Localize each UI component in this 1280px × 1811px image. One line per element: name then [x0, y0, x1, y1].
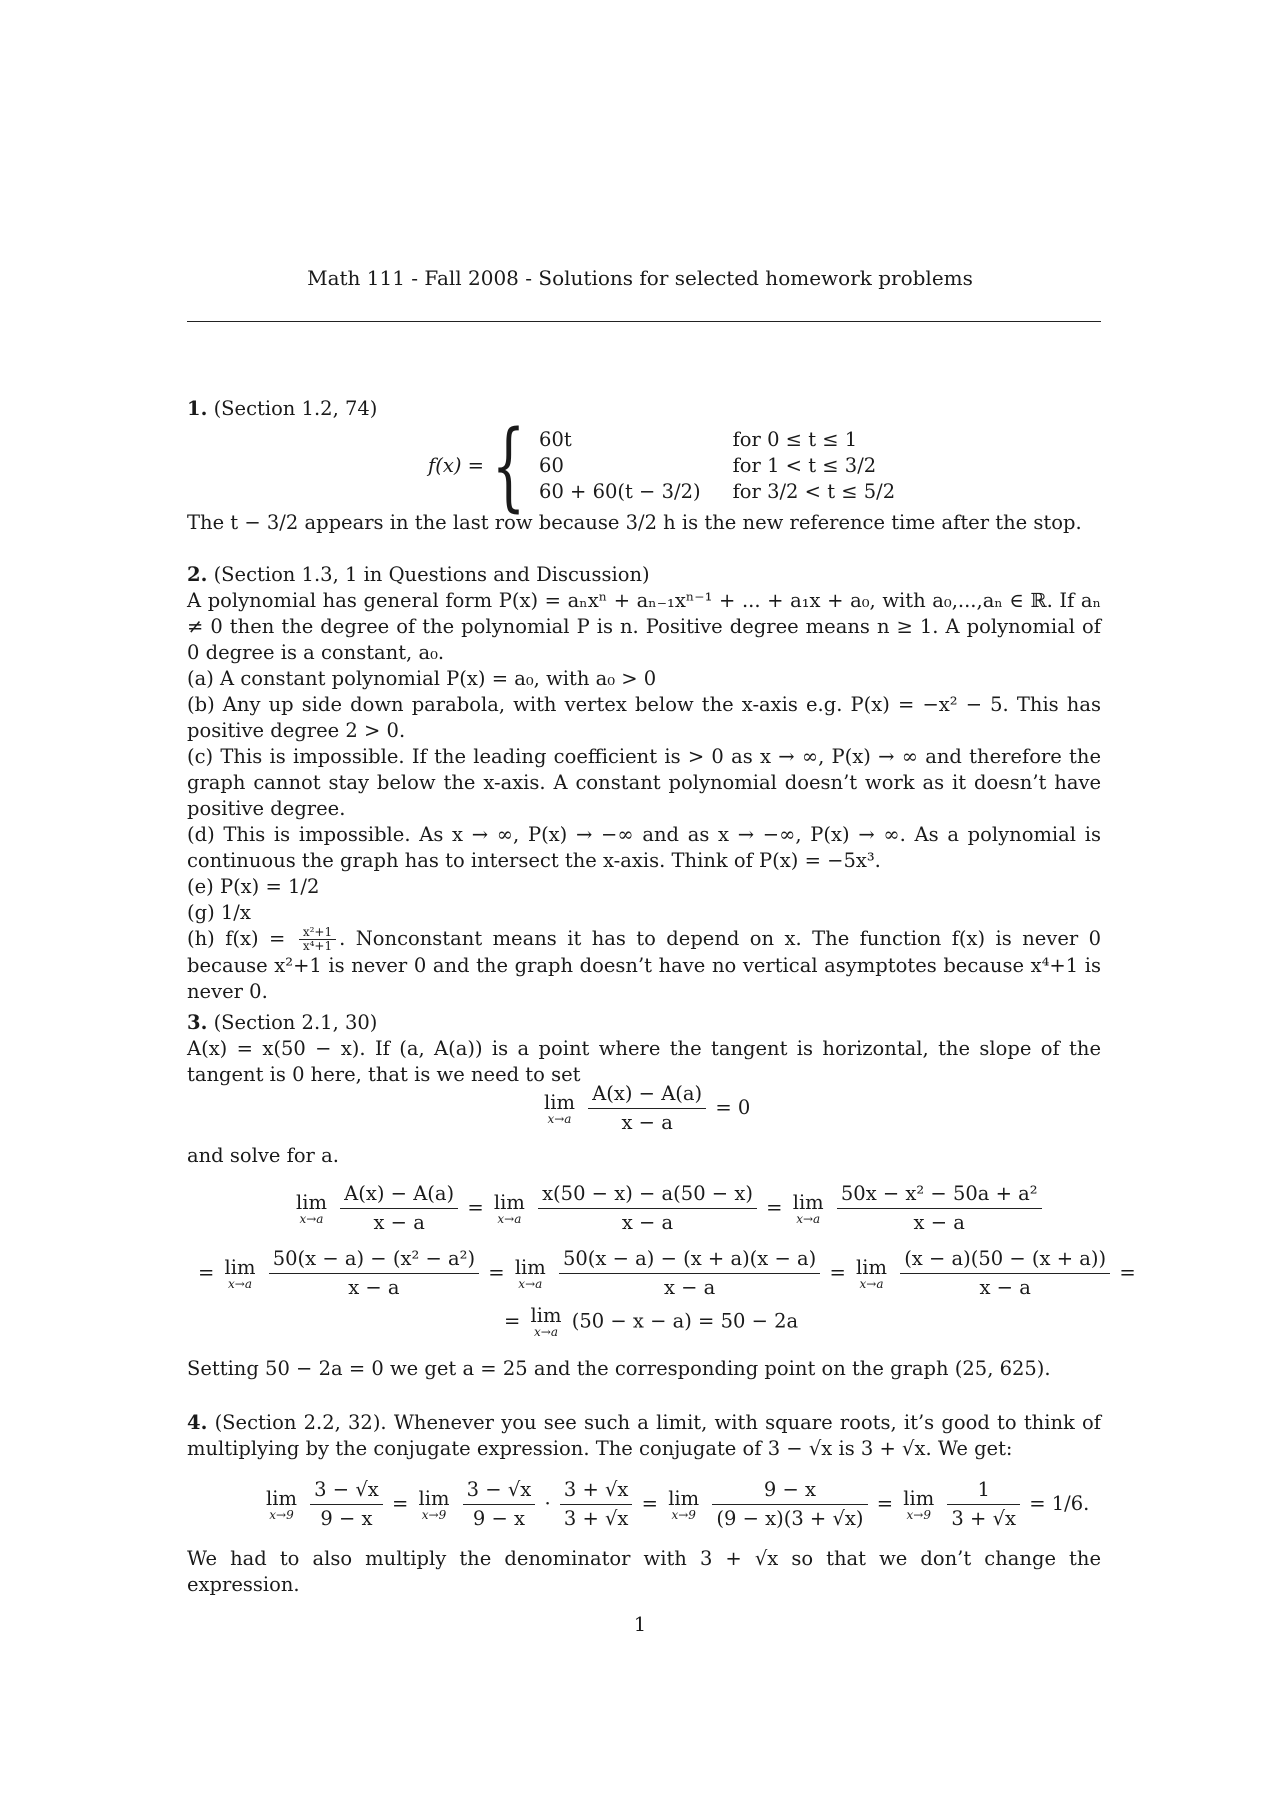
answer-d: (d) This is impossible. As x → ∞, P(x) → −∞ and as x → −∞, P(x) → ∞. As a polynomial is continuous the graph has to intersect the x-axis. Think of P(x) = −5x³.	[187, 823, 1101, 872]
h-fraction	[299, 926, 336, 953]
problem-title: (Section 2.2, 32).	[214, 1411, 387, 1434]
limit-derivation-line-1	[292, 1180, 1045, 1237]
lim-text: lim	[514, 1255, 546, 1279]
limit-operator	[903, 1486, 935, 1522]
numerator: x(50 − x) − a(50 − x)	[538, 1180, 757, 1209]
math-symbol: =	[198, 1261, 215, 1284]
piece-cond: for 0 ≤ t ≤ 1	[732, 428, 858, 451]
limit-operator	[856, 1255, 887, 1291]
answer-c: (c) This is impossible. If the leading coefficient is > 0 as x → ∞, P(x) → ∞ and therefore the graph cannot stay below the x-axis. A constant polynomial doesn’t work as it doesn’t have positive degree.	[187, 745, 1101, 820]
numerator: 50(x − a) − (x + a)(x − a)	[559, 1245, 820, 1274]
page-number: 1	[633, 1613, 647, 1636]
problem-2-intro: A polynomial has general form P(x) = aₙxⁿ + aₙ₋₁xⁿ⁻¹ + ... + a₁x + a₀, with a₀,...,aₙ ∈ ℝ. If aₙ ≠ 0 then the degree of the polynomial P is n. Positive degree means n ≥ 1. A polynomial of 0 degree is a constant, a₀.	[187, 589, 1101, 664]
math-symbol: =	[766, 1196, 783, 1219]
problem-title: (Section 2.1, 30)	[213, 1011, 378, 1034]
math-symbol: =	[488, 1261, 505, 1284]
lim-subscript: x→a	[518, 1276, 543, 1291]
limit-operator	[296, 1190, 327, 1226]
denominator: x − a	[348, 1276, 400, 1299]
piecewise-row	[533, 453, 901, 479]
problem-4-intro: Whenever you see such a limit, with square roots, it’s good to think of multiplying by the conjugate expression. The conjugate of 3 − √x is 3 + √x. We get:	[187, 1411, 1102, 1460]
fraction	[947, 1476, 1020, 1533]
problem-number: 4.	[187, 1411, 208, 1434]
limit-operator	[266, 1486, 297, 1522]
piece-cond: for 3/2 < t ≤ 5/2	[732, 480, 896, 503]
fraction	[559, 1245, 820, 1302]
limit-operator	[224, 1255, 256, 1291]
math-symbol: = 1/6.	[1029, 1492, 1090, 1515]
lim-subscript: x→a	[534, 1325, 559, 1339]
fraction	[340, 1180, 458, 1237]
numerator: (x − a)(50 − (x + a))	[900, 1245, 1110, 1274]
answer-b: (b) Any up side down parabola, with vertex below the x-axis e.g. P(x) = −x² − 5. This has positive degree 2 > 0.	[187, 693, 1101, 742]
limit-operator	[531, 1306, 562, 1338]
math-symbol: =	[641, 1492, 658, 1515]
math-symbol: =	[504, 1309, 521, 1333]
piece-expr: 60 + 60(t − 3/2)	[539, 480, 701, 503]
numerator: 3 + √x	[560, 1476, 633, 1505]
answer-e: (e) P(x) = 1/2	[187, 875, 320, 898]
problem-1-text: The t − 3/2 appears in the last row because 3/2 h is the new reference time after the stop.	[187, 511, 1082, 534]
lim-subscript: x→9	[269, 1507, 294, 1522]
fraction	[269, 1245, 479, 1302]
lim-subscript: x→9	[671, 1507, 696, 1522]
piecewise-lhs: f(x) =	[428, 454, 484, 477]
denominator: 3 + √x	[951, 1507, 1016, 1530]
left-brace: {	[491, 410, 526, 522]
numerator: 50(x − a) − (x² − a²)	[269, 1245, 479, 1274]
problem-title: (Section 1.2, 74)	[213, 397, 378, 420]
problem-3-conclusion: Setting 50 − 2a = 0 we get a = 25 and the corresponding point on the graph (25, 625).	[187, 1357, 1051, 1380]
math-symbol: =	[876, 1492, 894, 1515]
answer-g: (g) 1/x	[187, 901, 251, 924]
denominator: x − a	[979, 1276, 1031, 1299]
fraction	[588, 1080, 706, 1137]
conjugate-derivation	[262, 1476, 1089, 1533]
limit-operator	[544, 1090, 575, 1126]
problem-title: (Section 1.3, 1 in Questions and Discussion)	[213, 563, 650, 586]
math-symbol: =	[829, 1261, 846, 1284]
problem-2	[187, 562, 1101, 1005]
math-symbol: (50 − x − a) = 50 − 2a	[571, 1309, 799, 1333]
limit-operator	[792, 1190, 824, 1226]
denominator: (9 − x)(3 + √x)	[716, 1507, 864, 1530]
denominator: x − a	[913, 1211, 965, 1234]
limit-operator	[418, 1486, 450, 1522]
problem-4-text: We had to also multiply the denominator with 3 + √x so that we don’t change the expression.	[187, 1547, 1101, 1596]
piece-expr: 60	[539, 454, 564, 477]
piece-expr: 60t	[539, 428, 572, 451]
limit-derivation-line-2	[198, 1245, 1136, 1302]
piecewise-equation	[428, 410, 901, 522]
denominator: 9 − x	[472, 1507, 526, 1530]
lim-subscript: x→a	[299, 1211, 324, 1226]
denominator: x⁴+1	[302, 939, 333, 953]
numerator: 3 − √x	[310, 1476, 383, 1505]
lim-text: lim	[903, 1486, 935, 1510]
lim-subscript: x→9	[421, 1507, 447, 1522]
limit-operator	[493, 1190, 525, 1226]
lim-subscript: x→a	[228, 1276, 253, 1291]
problem-number: 1.	[187, 397, 208, 420]
numerator: 3 − √x	[463, 1476, 536, 1505]
problem-number: 3.	[187, 1011, 208, 1034]
lim-text: lim	[296, 1190, 327, 1214]
piecewise-row	[533, 479, 901, 505]
header-rule	[187, 321, 1101, 322]
numerator: A(x) − A(a)	[340, 1180, 458, 1209]
denominator: x − a	[621, 1211, 674, 1234]
denominator: 3 + √x	[563, 1507, 629, 1530]
page-header: Math 111 - Fall 2008 - Solutions for selected homework problems	[307, 266, 973, 290]
solve-text: and solve for a.	[187, 1144, 339, 1167]
numerator: x²+1	[299, 926, 336, 940]
lim-text: lim	[418, 1486, 450, 1510]
piecewise-table	[533, 427, 901, 505]
lim-text: lim	[856, 1255, 887, 1279]
fraction	[837, 1180, 1042, 1237]
limit-operator	[668, 1486, 700, 1522]
denominator: 9 − x	[320, 1507, 373, 1530]
lim-text: lim	[266, 1486, 297, 1510]
denominator: x − a	[373, 1211, 425, 1234]
problem-4	[187, 1410, 1101, 1462]
fraction	[900, 1245, 1110, 1302]
math-symbol: =	[391, 1492, 409, 1515]
slope-equation	[540, 1080, 750, 1137]
lim-subscript: x→a	[859, 1276, 884, 1291]
lim-text: lim	[493, 1190, 525, 1214]
lim-subscript: x→a	[547, 1111, 572, 1126]
problem-number: 2.	[187, 563, 208, 586]
lim-text: lim	[530, 1304, 562, 1327]
fraction	[310, 1476, 383, 1533]
math-symbol: =	[467, 1196, 484, 1219]
lim-subscript: x→a	[796, 1211, 821, 1226]
limit-operator	[514, 1255, 546, 1291]
numerator: A(x) − A(a)	[588, 1080, 706, 1109]
answer-a: (a) A constant polynomial P(x) = a₀, with a₀ > 0	[187, 667, 657, 690]
fraction	[560, 1476, 633, 1533]
fraction	[463, 1476, 536, 1533]
numerator: 50x − x² − 50a + a²	[837, 1180, 1042, 1209]
math-symbol: = 0	[715, 1096, 751, 1119]
lim-text: lim	[544, 1090, 575, 1114]
lim-subscript: x→a	[497, 1211, 522, 1226]
lim-text: lim	[668, 1486, 700, 1510]
lim-subscript: x→9	[906, 1507, 931, 1522]
math-symbol: =	[1119, 1261, 1136, 1284]
piecewise-row	[533, 427, 901, 453]
numerator: 1	[947, 1476, 1020, 1505]
problem-3	[187, 1010, 1101, 1088]
piece-cond: for 1 < t ≤ 3/2	[732, 454, 877, 477]
numerator: 9 − x	[712, 1476, 867, 1505]
answer-h: (h) f(x) = $\frac{\text{x²+1}}{\text{x⁴+1}}$ . Nonconstant means it has to depend on x. The function f(x) is never 0 because x²+1 is never 0 and the graph doesn’t have no vertical asymptotes because x⁴+1 is never 0.	[187, 925, 1102, 1003]
fraction	[538, 1180, 757, 1237]
lim-text: lim	[792, 1190, 824, 1214]
problem-3-intro: A(x) = x(50 − x). If (a, A(a)) is a point where the tangent is horizontal, the slope of the tangent is 0 here, that is we need to set	[187, 1037, 1101, 1086]
math-symbol: ·	[544, 1492, 551, 1515]
lim-text: lim	[224, 1255, 256, 1279]
limit-derivation-line-3	[504, 1306, 798, 1338]
denominator: x − a	[621, 1111, 673, 1134]
fraction	[712, 1476, 867, 1533]
denominator: x − a	[663, 1276, 716, 1299]
